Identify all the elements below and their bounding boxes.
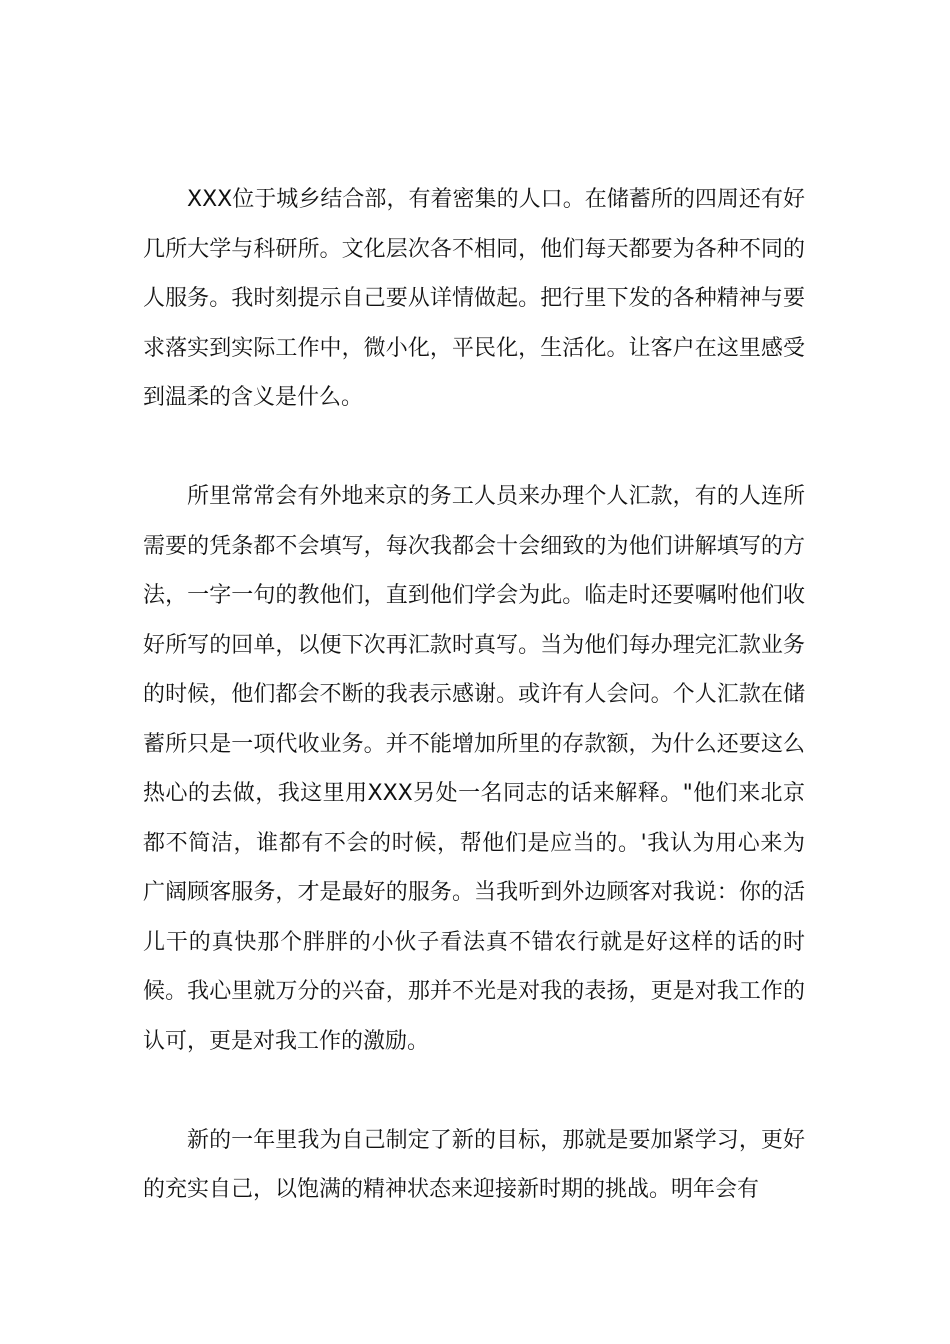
paragraph-3: 新的一年里我为自己制定了新的目标，那就是要加紧学习，更好的充实自己，以饱满的精神状态来迎接新时期的挑战。明年会有 bbox=[143, 1127, 805, 1202]
paragraph-2: 所里常常会有外地来京的务工人员来办理个人汇款，有的人连所需要的凭条都不会填写，每次我都会十会细致的为他们讲解填写的方法，一字一句的教他们，直到他们学会为此。临走时还要嘱咐他们收好所写的回单，以便下次再汇款时真写。当为他们每办理完汇款业务的时候，他们都会不断的我表示感谢。或许有人会问。个人汇款在储蓄所只是一项代收业务。并不能增加所里的存款额，为什么还要这么热心的去做，我这里用XXX另处一名同志的话来解释。"他们来北京都不简洁，谁都有不会的时候，帮他们是应当的。'我认为用心来为广阔顾客服务，才是最好的服务。当我听到外边顾客对我说：你的活儿干的真快那个胖胖的小伙子看法真不错农行就是好这样的话的时候。我心里就万分的兴奋，那并不光是对我的表扬，更是对我工作的认可，更是对我工作的激励。 bbox=[143, 484, 805, 1054]
paragraph-1: XXX位于城乡结合部，有着密集的人口。在储蓄所的四周还有好几所大学与科研所。文化层次各不相同，他们每天都要为各种不同的人服务。我时刻提示自己要从详情做起。把行里下发的各种精神与要求落实到实际工作中，微小化，平民化，生活化。让客户在这里感受到温柔的含义是什么。 bbox=[143, 187, 805, 410]
document-body bbox=[143, 175, 805, 1215]
